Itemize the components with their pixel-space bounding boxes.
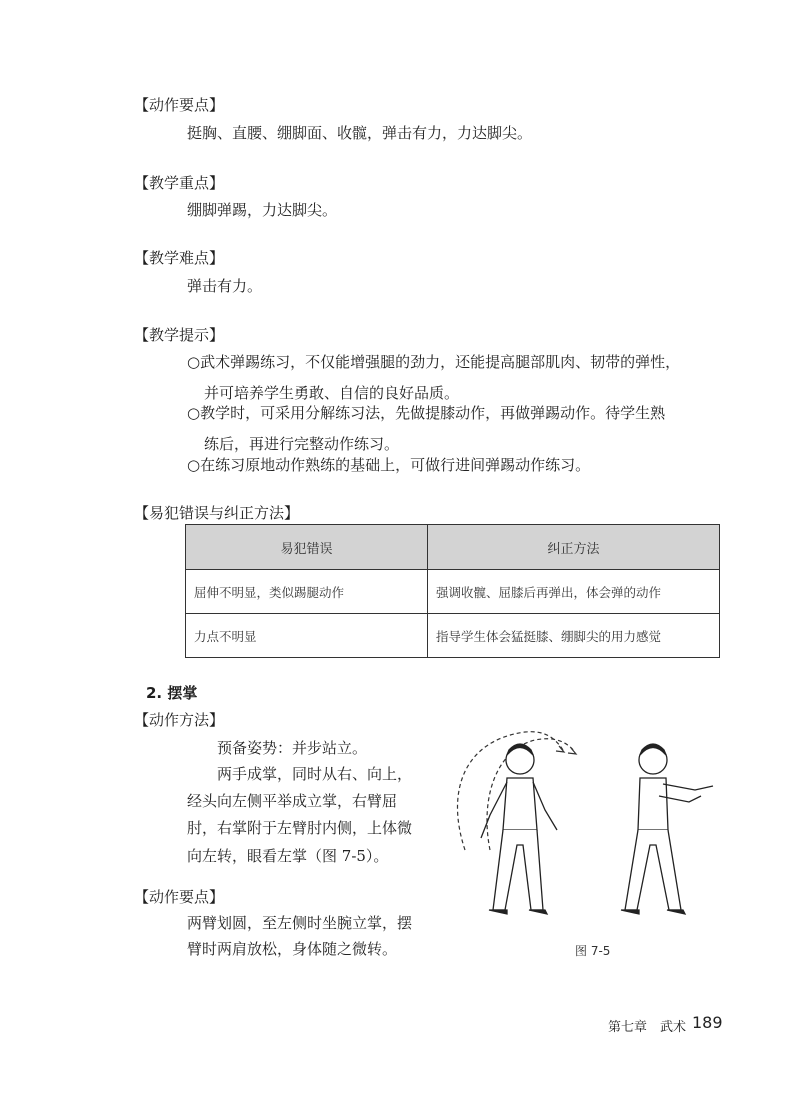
method-line: 预备姿势：并步站立。 xyxy=(217,739,368,757)
method-line: 向左转，眼看左掌（图 7-5）。 xyxy=(187,847,389,865)
key-points-heading: 【动作要点】 xyxy=(134,96,225,114)
column-header-error: 易犯错误 xyxy=(186,525,428,570)
teaching-focus-heading: 【教学重点】 xyxy=(134,174,225,192)
tip-line: ○在练习原地动作熟练的基础上，可做行进间弹踢动作练习。 xyxy=(187,456,591,474)
figure-person-1 xyxy=(481,744,557,914)
table-row xyxy=(186,614,720,658)
table-header-row xyxy=(186,525,720,570)
errors-table xyxy=(185,524,720,658)
table-row xyxy=(186,570,720,614)
table-cell-error: 力点不明显 xyxy=(186,614,428,658)
figure-caption: 图 7-5 xyxy=(575,944,611,958)
teaching-difficulty-heading: 【教学难点】 xyxy=(134,249,225,267)
footer-chapter: 第七章 武术 xyxy=(608,1020,687,1035)
method-line: 两手成掌，同时从右、向上， xyxy=(217,765,413,783)
points-heading: 【动作要点】 xyxy=(134,888,225,906)
tip-line-continued: 并可培养学生勇敢、自信的良好品质。 xyxy=(204,384,460,402)
errors-heading: 【易犯错误与纠正方法】 xyxy=(134,504,300,522)
figure-swing-palm-illustration xyxy=(445,720,730,920)
column-header-correction: 纠正方法 xyxy=(428,525,720,570)
teaching-difficulty-text: 弹击有力。 xyxy=(187,277,263,295)
table-cell-correction: 强调收髋、屈膝后再弹出，体会弹的动作 xyxy=(428,570,720,614)
figure-person-2 xyxy=(621,744,713,914)
method-heading: 【动作方法】 xyxy=(134,711,225,729)
tip-item xyxy=(187,351,680,403)
section-title-swing-palm: 2. 摆掌 xyxy=(146,684,198,702)
table-cell-error: 屈伸不明显，类似踢腿动作 xyxy=(186,570,428,614)
page-number: 189 xyxy=(692,1013,723,1032)
key-points-text: 挺胸、直腰、绷脚面、收髋，弹击有力，力达脚尖。 xyxy=(187,124,533,142)
table-cell-correction: 指导学生体会猛挺膝、绷脚尖的用力感觉 xyxy=(428,614,720,658)
teaching-tips-heading: 【教学提示】 xyxy=(134,326,225,344)
tip-line: ○教学时，可采用分解练习法，先做提膝动作，再做弹踢动作。待学生熟 xyxy=(187,404,666,422)
points-line: 臂时两肩放松，身体随之微转。 xyxy=(187,940,398,958)
tip-line: ○武术弹踢练习，不仅能增强腿的劲力，还能提高腿部肌肉、韧带的弹性， xyxy=(187,353,681,371)
points-line: 两臂划圆，至左侧时坐腕立掌，摆 xyxy=(187,914,413,932)
method-line: 经头向左侧平举成立掌，右臂屈 xyxy=(187,792,398,810)
tip-line-continued: 练后，再进行完整动作练习。 xyxy=(204,435,400,453)
teaching-focus-text: 绷脚弹踢，力达脚尖。 xyxy=(187,201,338,219)
tip-item xyxy=(187,402,665,454)
tip-item xyxy=(187,454,590,475)
arrow-head-2 xyxy=(568,748,576,754)
method-line: 肘，右掌附于左臂肘内侧，上体微 xyxy=(187,819,413,837)
